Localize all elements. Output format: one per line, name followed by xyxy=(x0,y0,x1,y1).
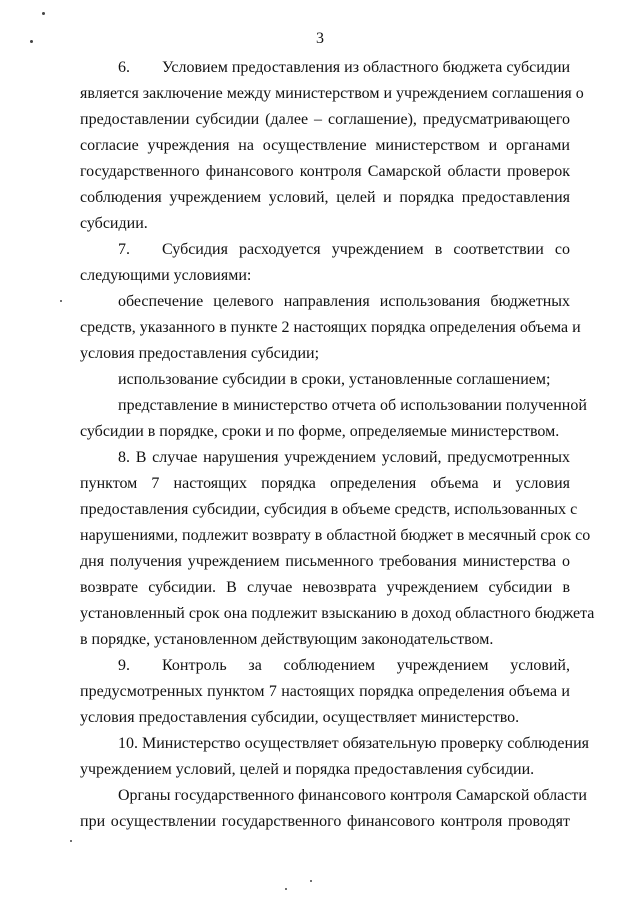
text-line: 7. Субсидия расходуется учреждением в соответствии со xyxy=(118,241,570,258)
text-line: обеспечение целевого направления использования бюджетных xyxy=(118,293,570,310)
text-line: при осуществлении государственного финансового контроля проводят xyxy=(80,813,570,830)
text-line: нарушениями, подлежит возврату в областной бюджет в месячный срок со xyxy=(80,527,591,544)
text-line: субсидии в порядке, сроки и по форме, определяемые министерством. xyxy=(80,423,560,440)
text-line: предусмотренных пунктом 7 настоящих порядка определения объема и xyxy=(80,683,570,700)
text-line: в порядке, установленном действующим законодательством. xyxy=(80,631,494,648)
text-line: предоставления субсидии, субсидия в объеме средств, использованных с xyxy=(80,501,578,518)
text-line: соблюдения учреждением условий, целей и порядка предоставления xyxy=(80,189,570,206)
text-line: возврате субсидии. В случае невозврата учреждением субсидии в xyxy=(80,579,570,596)
text-line: средств, указанного в пункте 2 настоящих порядка определения объема и xyxy=(80,319,581,336)
text-line: учреждением условий, целей и порядка предоставления субсидии. xyxy=(80,761,535,778)
text-line: 9. Контроль за соблюдением учреждением условий, xyxy=(118,657,570,674)
text-line: 8. В случае нарушения учреждением условий, предусмотренных xyxy=(118,449,570,466)
text-line: согласие учреждения на осуществление министерством и органами xyxy=(80,137,570,154)
scan-speck xyxy=(310,880,312,882)
text-line: субсидии. xyxy=(80,215,148,232)
text-line: использование субсидии в сроки, установленные соглашением; xyxy=(118,371,551,388)
text-line: 6. Условием предоставления из областного бюджета субсидии xyxy=(118,59,571,76)
text-line: дня получения учреждением письменного требования министерства о xyxy=(80,553,570,570)
text-line: условия предоставления субсидии; xyxy=(80,345,320,362)
text-line: условия предоставления субсидии, осуществляет министерство. xyxy=(80,709,520,726)
scan-speck xyxy=(60,300,62,302)
text-line: является заключение между министерством и учреждением соглашения о xyxy=(80,85,584,102)
text-line: установленный срок она подлежит взысканию в доход областного бюджета xyxy=(80,605,595,622)
text-line: предоставлении субсидии (далее – соглашение), предусматривающего xyxy=(80,111,570,128)
text-line: следующими условиями: xyxy=(80,267,252,284)
scan-speck xyxy=(42,12,45,15)
text-line: пунктом 7 настоящих порядка определения объема и условия xyxy=(80,475,570,492)
scan-speck xyxy=(285,888,287,890)
text-line: государственного финансового контроля Самарской области проверок xyxy=(80,163,570,180)
page-number: 3 xyxy=(316,30,324,47)
text-line: Органы государственного финансового контроля Самарской области xyxy=(118,787,587,804)
scan-speck xyxy=(70,840,72,842)
scan-speck xyxy=(30,40,33,43)
text-line: 10. Министерство осуществляет обязательную проверку соблюдения xyxy=(118,735,589,752)
text-line: представление в министерство отчета об использовании полученной xyxy=(118,397,587,414)
